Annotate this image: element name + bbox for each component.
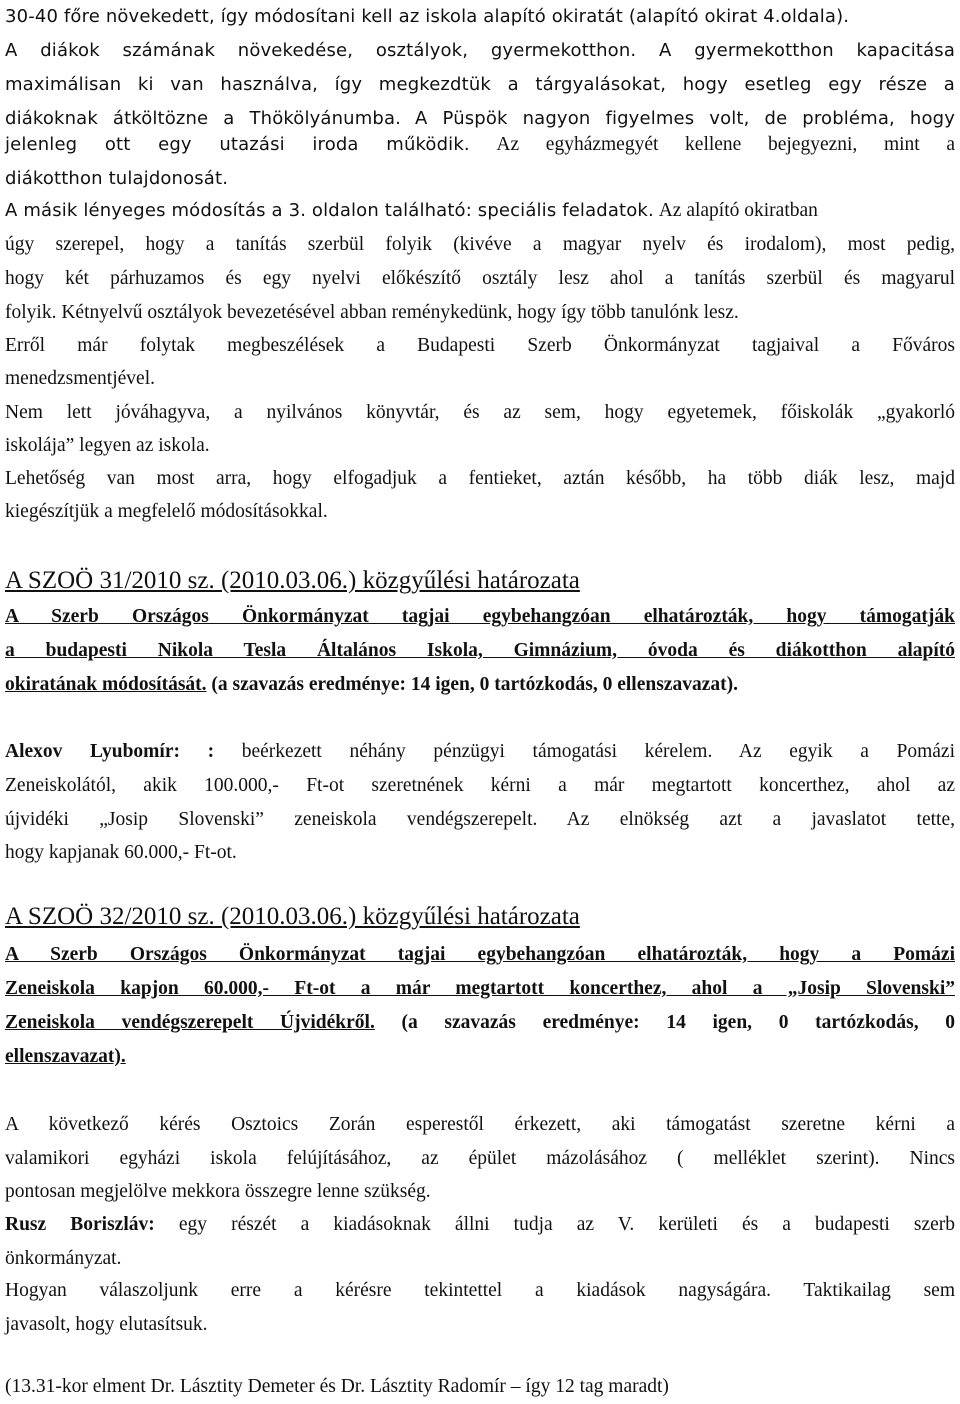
text-run: Zeneiskola vendégszerepelt Újvidékről. [5,1012,375,1033]
resolution-heading: A SZOÖ 31/2010 sz. (2010.03.06.) közgyűlési határozata [5,567,580,594]
text-line [5,194,818,228]
resolution-text: A Szerb Országos Önkormányzat tagjai egybehangzóan elhatározták, hogy támogatják [5,606,955,627]
text-run: egy részét a kiadásoknak állni tudja az V. kerületi és a budapesti szerb [178,1214,956,1235]
resolution-text: ellenszavazat). [5,1046,126,1067]
text-line: Erről már folytak megbeszélések a Budapesti Szerb Önkormányzat tagjaival a Főváros [5,335,955,356]
text-line [5,735,955,769]
text-line: Nem lett jóváhagyva, a nyilvános könyvtár, és az sem, hogy egyetemek, főiskolák „gyakorló [5,402,955,423]
text-run: A Püspök nagyon figyelmes volt, de probléma, hogy [415,108,955,129]
text-line: Zeneiskolától, akik 100.000,- Ft-ot szeretnének kérni a már megtartott koncerthez, ahol az [5,775,955,796]
text-run: jelenleg ott egy utazási iroda működik. [5,134,470,155]
text-line: hogy két párhuzamos és egy nyelvi előkészítő osztály lesz ahol a tanítás szerbül és magyarul [5,268,955,289]
vote-result: (a szavazás eredménye: 14 igen, 0 tartózkodás, 0 [401,1012,955,1033]
text-run: beérkezett néhány pénzügyi támogatási kérelem. Az egyik a Pomázi [241,741,955,762]
text-line: folyik. Kétnyelvű osztályok bevezetésével abban reménykedünk, hogy így több tanulónk lesz. [5,302,739,323]
text-run: Az egyházmegyét kellene bejegyezni, mint a [496,134,955,155]
resolution-heading: A SZOÖ 32/2010 sz. (2010.03.06.) közgyűlési határozata [5,903,580,930]
text-line: iskolája” legyen az iskola. [5,435,210,456]
resolution-text: Zeneiskola kapjon 60.000,- Ft-ot a már megtartott koncerthez, ahol a „Josip Slovenski” [5,978,955,999]
vote-result: (a szavazás eredménye: 14 igen, 0 tartózkodás, 0 ellenszavazat). [211,674,738,695]
text-line: maximálisan ki van használva, így megkezdtük a tárgyalásokat, hogy esetleg egy része a [5,74,955,95]
text-line: önkormányzat. [5,1248,122,1269]
text-line: 30-40 főre növekedett, így módosítani kell az iskola alapító okiratát (alapító okirat 4.oldala). [5,6,850,27]
text-line: Hogyan válaszoljunk erre a kérésre tekintettel a kiadások nagyságára. Taktikailag sem [5,1280,955,1301]
text-line: újvidéki „Josip Slovenski” zeneiskola vendégszerepelt. Az elnökség azt a javaslatot tette, [5,809,955,830]
text-line: menedzsmentjével. [5,368,155,389]
speaker-name: Alexov Lyubomír: : [5,741,215,762]
text-line: (13.31-kor elment Dr. Lásztity Demeter és Dr. Lásztity Radomír – így 12 tag maradt) [5,1376,669,1397]
resolution-text [5,668,738,702]
text-line: diákotthon tulajdonosát. [5,168,229,189]
resolution-text: a budapesti Nikola Tesla Általános Iskola, Gimnázium, óvoda és diákotthon alapító [5,640,955,661]
text-line: valamikori egyházi iskola felújításához, az épület mázolásához ( melléklet szerint). Nincs [5,1148,955,1169]
text-line: javasolt, hogy elutasítsuk. [5,1314,208,1335]
speaker-name: Rusz Boriszláv: [5,1214,155,1235]
text-line: A diákok számának növekedése, osztályok, gyermekotthon. A gyermekotthon kapacitása [5,40,955,61]
text-line: kiegészítjük a megfelelő módosításokkal. [5,501,328,522]
text-line: Lehetőség van most arra, hogy elfogadjuk a fentieket, aztán később, ha több diák lesz, majd [5,468,955,489]
text-run: A másik lényeges módosítás a 3. oldalon található: speciális feladatok. [5,200,654,221]
text-run: diákoknak átköltözne a Thökölyánumba. [5,108,402,129]
text-line: pontosan megjelölve mekkora összegre lenne szükség. [5,1181,431,1202]
resolution-text: A Szerb Országos Önkormányzat tagjai egybehangzóan elhatározták, hogy a Pomázi [5,944,955,965]
text-line: A következő kérés Osztoics Zorán esperestől érkezett, aki támogatást szeretne kérni a [5,1114,955,1135]
text-run: okiratának módosítását. [5,674,207,695]
resolution-text [5,1006,955,1040]
text-line: hogy kapjanak 60.000,- Ft-ot. [5,842,237,863]
text-line: úgy szerepel, hogy a tanítás szerbül folyik (kivéve a magyar nyelv és irodalom), most pedig, [5,234,955,255]
text-line [5,128,955,162]
text-line [5,1208,955,1242]
text-run: Az alapító okiratban [658,200,818,221]
